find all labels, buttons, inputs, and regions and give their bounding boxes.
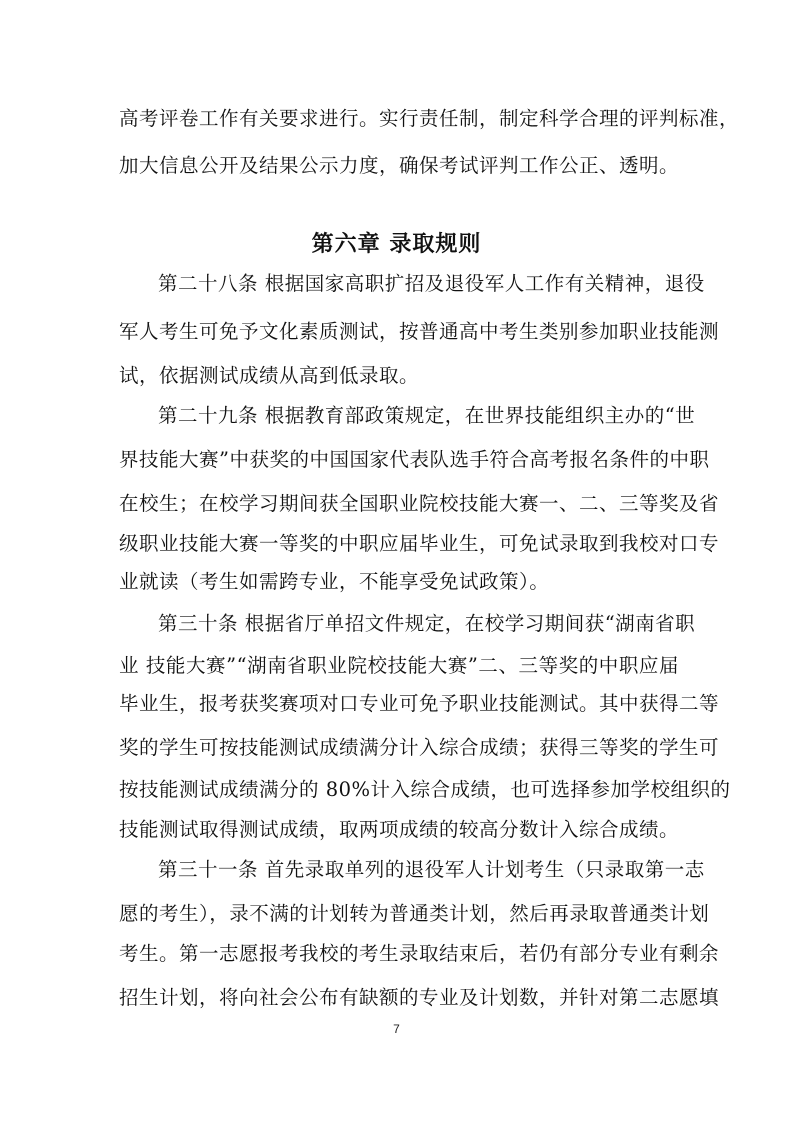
article-30-line-4: 奖的学生可按技能测试成绩满分计入综合成绩；获得三等奖的学生可 xyxy=(119,736,720,759)
article-31-line-3: 考生。第一志愿报考我校的考生录取结束后，若仍有部分专业有剩余 xyxy=(119,942,720,965)
intro-line-2: 加大信息公开及结果公示力度，确保考试评判工作公正、透明。 xyxy=(119,154,680,177)
article-29-line-4: 级职业技能大赛一等奖的中职应届毕业生，可免试录取到我校对口专 xyxy=(119,532,720,555)
intro-line-1: 高考评卷工作有关要求进行。实行责任制，制定科学合理的评判标准， xyxy=(119,107,740,130)
article-30-line-5: 按技能测试成绩满分的 80%计入综合成绩，也可选择参加学校组织的 xyxy=(119,778,731,801)
article-28-line-1: 第二十八条 根据国家高职扩招及退役军人工作有关精神，退役 xyxy=(158,272,705,295)
article-29-line-3: 在校生；在校学习期间获全国职业院校技能大赛一、二、三等奖及省 xyxy=(119,492,720,515)
article-31-line-1: 第三十一条 首先录取单列的退役军人计划考生（只录取第一志 xyxy=(158,858,705,881)
article-28-line-2: 军人考生可免予文化素质测试，按普通高中考生类别参加职业技能测 xyxy=(119,320,720,343)
page-number: 7 xyxy=(393,1022,400,1036)
article-29-line-5: 业就读（考生如需跨专业，不能享受免试政策）。 xyxy=(119,570,550,593)
chapter-title: 第六章 录取规则 xyxy=(311,231,482,257)
article-30-line-2: 业 技能大赛”“湖南省职业院校技能大赛”二、三等奖的中职应届 xyxy=(119,654,679,677)
article-30-line-1: 第三十条 根据省厅单招文件规定，在校学习期间获“湖南省职 xyxy=(158,612,696,635)
article-30-line-6: 技能测试取得测试成绩，取两项成绩的较高分数计入综合成绩。 xyxy=(119,818,680,841)
article-31-line-2: 愿的考生），录不满的计划转为普通类计划，然后再录取普通类计划 xyxy=(119,902,710,925)
article-28-line-3: 试，依据测试成绩从高到低录取。 xyxy=(119,364,420,387)
article-31-line-4: 招生计划，将向社会公布有缺额的专业及计划数，并针对第二志愿填 xyxy=(119,986,720,1009)
article-29-line-1: 第二十九条 根据教育部政策规定，在世界技能组织主办的“世 xyxy=(158,404,696,427)
article-30-line-3: 毕业生，报考获奖赛项对口专业可免予职业技能测试。其中获得二等 xyxy=(119,692,720,715)
article-29-line-2: 界技能大赛”中获奖的中国国家代表队选手符合高考报名条件的中职 xyxy=(119,448,710,471)
